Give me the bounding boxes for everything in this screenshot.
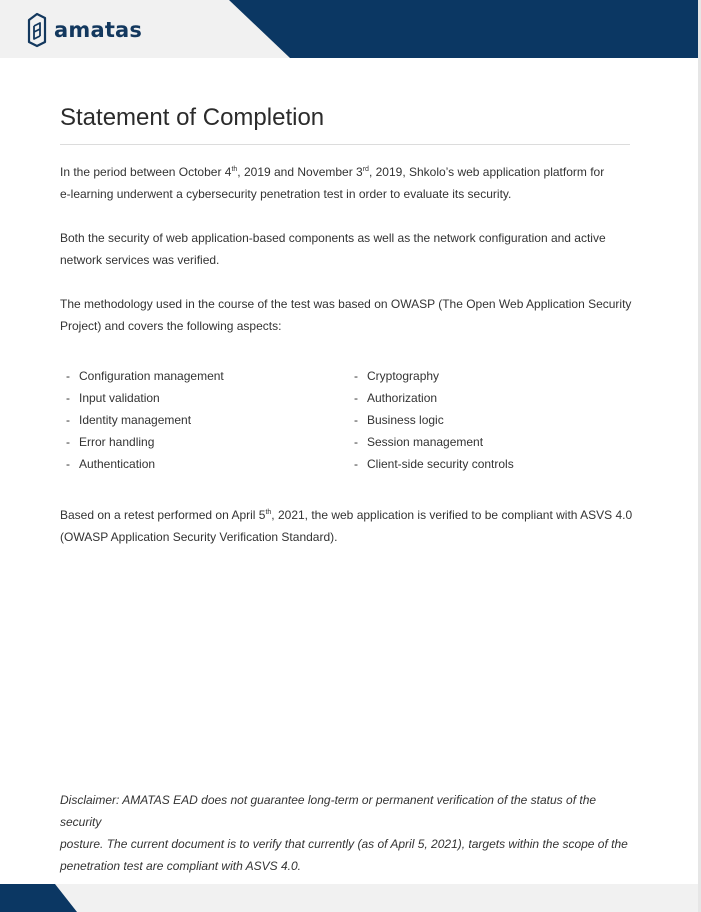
intro-text-2: , 2019 and November 3 [237,165,363,179]
list-item [66,409,224,431]
footer-navy-band [0,884,90,912]
disclaimer-label: Disclaimer [60,793,117,807]
bullet-dash: - [66,391,70,405]
aspect-label: Cryptography [367,369,440,383]
logo-mark-icon [26,12,48,48]
document-body [60,100,635,544]
disclaimer-line-1: : AMATAS EAD does not guarantee long-term or permanent verification of the status of the security [60,793,597,829]
aspect-label: Session management [367,435,484,449]
list-item [354,387,514,409]
list-item [66,387,224,409]
bullet-dash: - [66,413,70,427]
list-item [354,409,514,431]
intro-text-3: , 2019, Shkolo’s web application platform for [368,165,605,179]
aspect-label: Authentication [79,457,156,471]
bullet-dash: - [66,457,70,471]
intro-sup-1: th [231,166,238,173]
bullet-dash: - [66,369,70,383]
aspect-label: Identity management [79,413,192,427]
intro-sup-2: rd [362,166,369,173]
disclaimer-line-2: posture. The current document is to verify that currently (as of April 5, 2021), targets within the scope of the [60,837,628,851]
page-header [0,0,698,58]
amatas-logo [26,12,142,48]
intro-text-4: e-learning underwent a cybersecurity penetration test in order to evaluate its security. [60,187,512,201]
retest-text-2: , 2021, the web application is verified to be compliant with ASVS 4.0 [271,508,633,522]
bullet-dash: - [354,391,358,405]
methodology-line-2: Project) and covers the following aspects: [60,319,282,333]
scope-line-1: Both the security of web application-based components as well as the network configuration and active [60,231,606,245]
bullet-dash: - [354,435,358,449]
page-title: Statement of Completion [60,104,325,131]
methodology-line-1: The methodology used in the course of the test was based on OWASP (The Open Web Application Security [60,297,632,311]
intro-text-1: In the period between October 4 [60,165,232,179]
retest-paragraph [60,504,632,548]
scope-paragraph [60,227,606,271]
list-item [66,431,224,453]
list-item [66,453,224,475]
aspects-right-column [354,365,514,475]
retest-sup: th [265,509,272,516]
bullet-dash: - [354,413,358,427]
retest-text-3: (OWASP Application Security Verification Standard). [60,530,338,544]
list-item [354,453,514,475]
bullet-dash: - [354,457,358,471]
retest-text-1: Based on a retest performed on April 5 [60,508,266,522]
disclaimer-line-3: penetration test are compliant with ASVS 4.0. [60,859,302,873]
aspect-label: Configuration management [79,369,224,383]
aspect-label: Authorization [367,391,438,405]
title-divider [60,144,630,145]
aspects-left-column [66,365,224,475]
list-item [354,365,514,387]
aspect-label: Business logic [367,413,444,427]
aspect-label: Client-side security controls [367,457,514,471]
list-item [354,431,514,453]
bullet-dash: - [66,435,70,449]
scope-line-2: network services was verified. [60,253,220,267]
list-item [66,365,224,387]
aspect-label: Error handling [79,435,155,449]
aspect-label: Input validation [79,391,160,405]
logo-wordmark: amatas [54,18,143,42]
bullet-dash: - [354,369,358,383]
page-footer [0,884,698,912]
methodology-paragraph [60,293,631,337]
intro-paragraph [60,161,604,205]
disclaimer-paragraph [60,789,640,877]
